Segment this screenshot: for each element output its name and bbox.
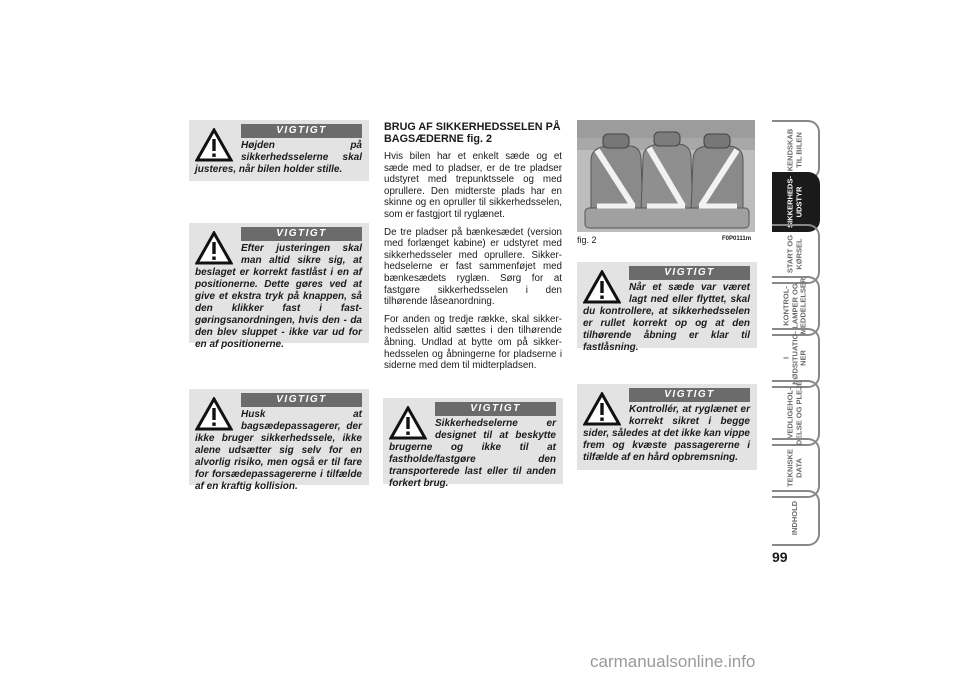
warning-box-3	[189, 389, 369, 492]
tab-kontrollamper[interactable]	[772, 276, 820, 336]
tab-label: VEDLIGEHOL- DELSE OG PLEJE	[785, 380, 803, 446]
tab-kendskab-til-bilen[interactable]	[772, 120, 820, 180]
watermark: carmanualsonline.info	[590, 652, 756, 671]
warning-box-1	[189, 120, 369, 181]
figure-code: F0P0111m	[722, 236, 752, 242]
warning-text: Efter justeringen skal man altid sikre sig, at beslaget er korrekt fastlåst i en af positionerne. Dette gøres ved at give et ekstra tryk på knappen, så den klikker fast i fastgøringsanordningen, hvis den - da den blev sluppet - ikke var ud for en af positionerne.	[195, 243, 362, 350]
warning-triangle-icon	[583, 392, 621, 426]
warning-triangle-icon	[389, 406, 427, 440]
warning-box-5	[577, 262, 757, 353]
warning-triangle-icon	[195, 397, 233, 431]
page-number: 99	[772, 549, 788, 565]
rear-seats-figure	[577, 120, 755, 232]
tab-tekniske-data[interactable]	[772, 438, 820, 498]
tab-indhold[interactable]	[772, 490, 820, 546]
article-paragraph-3: For anden og tredje række, skal sikkerhedsselen altid sættes i den tilhørende åbning. Undlad at bytte om på sikkerhedsselen og åbningerne for pladserne i siderne med dem til midterpladsen.	[384, 313, 562, 372]
warning-triangle-icon	[583, 270, 621, 304]
warning-tag: VIGTIGT	[435, 402, 556, 416]
article-paragraph-2: De tre pladser på bænkesædet (version med forlænget kabine) er udstyret med sikkerhedsseler med oprullere. Sikkerhedselerne er fast sammenføjet med bænkesædets ryglæn. Sørg for at fastgøre sikkerhedsselen i den tilhørende låseanordning.	[384, 226, 562, 308]
tab-label: START OG KØRSEL	[785, 234, 803, 274]
tab-label: KENDSKAB TIL BILEN	[785, 128, 803, 172]
warning-text: Husk at bagsædepassagerer, der ikke bruger sikkerhedssele, ikke alene udsætter sig selv for en alvorlig risiko, men også er til fare for forsædepassagererne i tilfælde af en kraftig kollision.	[195, 409, 362, 492]
rear-seats-illustration	[577, 120, 755, 232]
tab-label: INDHOLD	[789, 500, 799, 536]
warning-box-4	[383, 398, 563, 489]
tab-start-og-korsel[interactable]	[772, 224, 820, 284]
tab-vedligeholdelse[interactable]	[772, 380, 820, 446]
warning-tag: VIGTIGT	[241, 227, 362, 241]
tab-label: SIKKERHEDS- UDSTYR	[785, 176, 803, 228]
article-title: BRUG AF SIKKERHEDSSELEN PÅ BAGSÆDERNE fig. 2	[384, 121, 561, 145]
warning-tag: VIGTIGT	[241, 393, 362, 407]
warning-tag: VIGTIGT	[629, 388, 750, 402]
tab-sikkerhedsudstyr[interactable]	[772, 172, 820, 232]
warning-box-2	[189, 223, 369, 350]
tab-label: TEKNISKE DATA	[785, 449, 803, 487]
tab-label: KONTROL- LAMPER OG MEDDELELSER	[781, 277, 808, 335]
tab-label: I NØDSITUATIO- NER	[781, 331, 808, 385]
warning-box-6	[577, 384, 757, 470]
warning-tag: VIGTIGT	[629, 266, 750, 280]
warning-text: Kontrollér, at ryglænet er korrekt sikret i begge sider, således at det ikke kan vippe frem og kvæste passagererne i tilfælde af en hård opbremsning.	[583, 404, 750, 463]
warning-tag: VIGTIGT	[241, 124, 362, 138]
warning-triangle-icon	[195, 231, 233, 265]
warning-text: Når et sæde var været lagt ned eller flyttet, skal du kontrollere, at sikkerhedsselen er rullet korrekt op og at den tilhørende åbning er klar til fastlåsning.	[583, 282, 750, 353]
tab-nodsituationer[interactable]	[772, 328, 820, 388]
article	[384, 121, 562, 378]
warning-text: Højden på sikkerhedsselerne skal justeres, når bilen holder stille.	[195, 140, 362, 175]
figure-label: fig. 2	[577, 235, 597, 245]
warning-text: Sikkerhedselerne er designet til at beskytte brugerne og ikke til at fastholde/fastgøre den transporterede last eller til anden forkert brug.	[389, 418, 556, 489]
article-paragraph-1: Hvis bilen har et enkelt sæde og et sæde med to pladser, er de tre pladser udstyret med trepunktssele og med oprullere. Den midterste plads har en skinne og en opruller til sikkerhedsselen, som er fastgjort til ryglænet.	[384, 151, 562, 220]
warning-triangle-icon	[195, 128, 233, 162]
